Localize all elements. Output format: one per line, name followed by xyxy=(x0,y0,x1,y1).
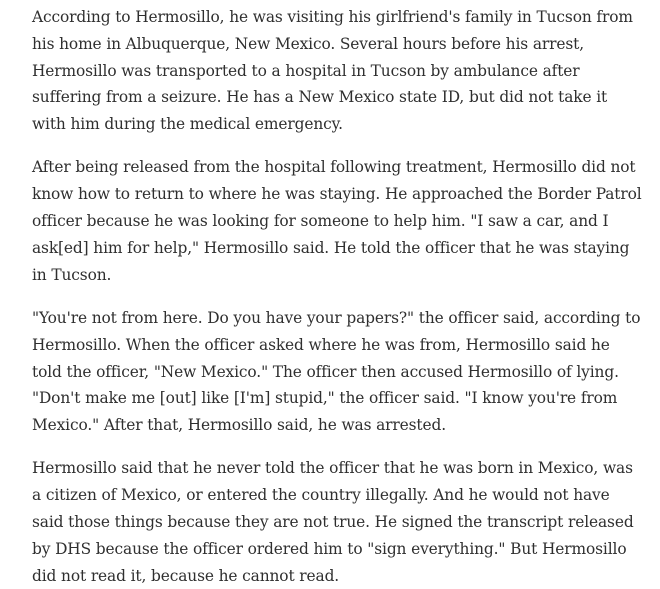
paragraph-2: After being released from the hospital following treatment, Hermosillo did not know how to return to where he was staying. He approached the Border Patrol officer because he was looking for someone to help him. "I saw a car, and I ask[ed] him for help," Hermosillo said. He told the officer that he was staying in Tucson. xyxy=(32,158,642,284)
paragraph-1: According to Hermosillo, he was visiting his girlfriend's family in Tucson from his home in Albuquerque, New Mexico. Several hours before his arrest, Hermosillo was transported to a hospital in Tucson by ambulance after suffering from a seizure. He has a New Mexico state ID, but did not take it with him during the medical emergency. xyxy=(32,8,633,134)
article-body xyxy=(32,4,642,589)
paragraph-4: Hermosillo said that he never told the officer that he was born in Mexico, was a citizen of Mexico, or entered the country illegally. And he would not have said those things because they are not true. He signed the transcript released by DHS because the officer ordered him to "sign everything." But Hermosillo did not read it, because he cannot read. xyxy=(32,459,634,585)
paragraph-3: "You're not from here. Do you have your papers?" the officer said, according to Hermosillo. When the officer asked where he was from, Hermosillo said he told the officer, "New Mexico." The officer then accused Hermosillo of lying. "Don't make me [out] like [I'm] stupid," the officer said. "I know you're from Mexico." After that, Hermosillo said, he was arrested. xyxy=(32,308,641,435)
